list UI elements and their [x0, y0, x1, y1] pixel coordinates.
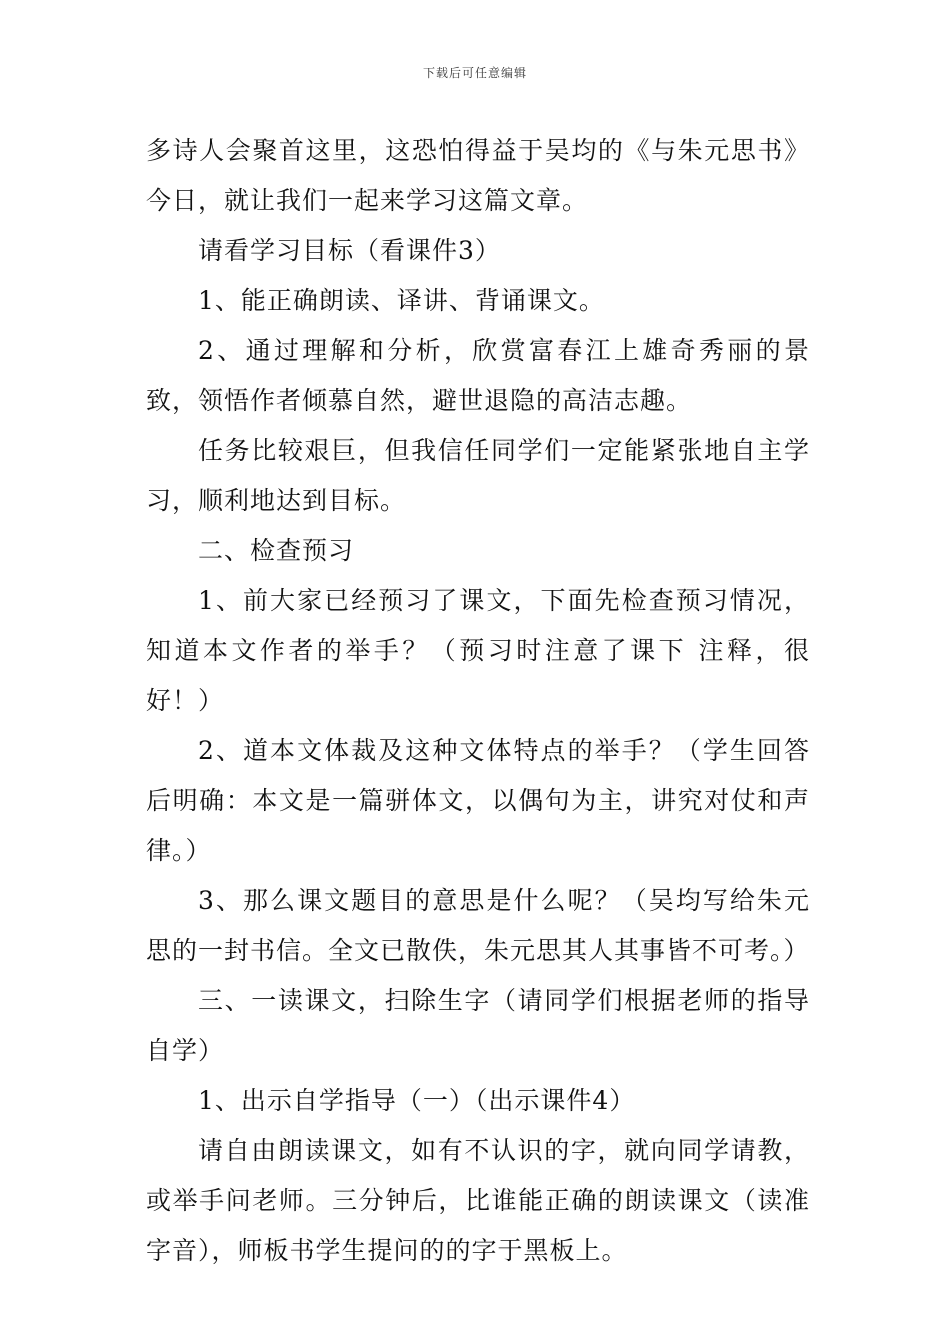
paragraph-7: 1、前大家已经预习了课文，下面先检查预习情况，知道本文作者的举手？（预习时注意了课下 注释，很好！） [146, 586, 810, 715]
paragraph-5: 任务比较艰巨，但我信任同学们一定能紧张地自主学习，顺利地达到目标。 [146, 436, 810, 515]
paragraph-4: 2、通过理解和分析，欣赏富春江上雄奇秀丽的景致，领悟作者倾慕自然，避世退隐的高洁志趣。 [146, 336, 810, 415]
paragraph-3: 1、能正确朗读、译讲、背诵课文。 [198, 286, 605, 315]
header-note: 下载后可任意编辑 [422, 66, 527, 80]
paragraph-9: 3、那么课文题目的意思是什么呢？（吴均写给朱元思的一封书信。全文已散佚，朱元思其人其事皆不可考。） [146, 886, 810, 965]
paragraph-1: 多诗人会聚首这里，这恐怕得益于吴均的《与朱元思书》今日，就让我们一起来学习这篇文章。 [146, 136, 810, 215]
paragraph-11: 1、出示自学指导（一）（出示课件4） [198, 1086, 636, 1115]
section-heading-2: 二、检查预习 [198, 536, 355, 565]
paragraph-2: 请看学习目标（看课件3） [198, 236, 501, 265]
document-body [146, 126, 810, 1276]
paragraph-12: 请自由朗读课文，如有不认识的字，就向同学请教，或举手问老师。三分钟后，比谁能正确的朗读课文（读准字音），师板书学生提问的的字于黑板上。 [146, 1136, 810, 1265]
paragraph-8: 2、道本文体裁及这种文体特点的举手？（学生回答后明确：本文是一篇骈体文，以偶句为主，讲究对仗和声律。） [146, 736, 810, 865]
section-heading-3: 三、一读课文，扫除生字（请同学们根据老师的指导自学） [146, 986, 810, 1065]
